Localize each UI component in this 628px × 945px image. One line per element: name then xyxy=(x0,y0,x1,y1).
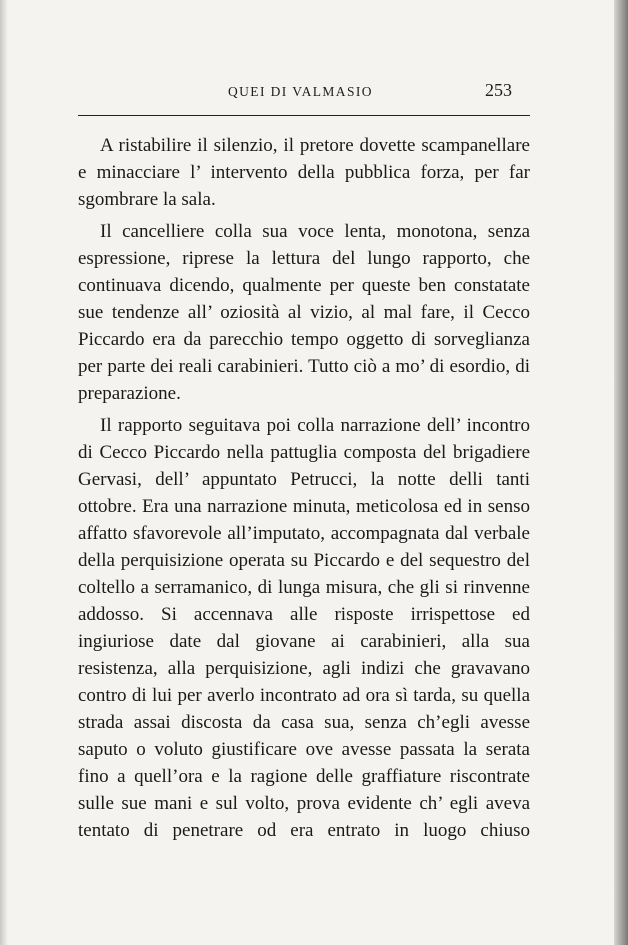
page-left-edge xyxy=(0,0,8,945)
page-right-edge xyxy=(614,0,628,945)
page-header xyxy=(78,80,530,104)
paragraph: A ristabilire il silenzio, il pretore dovette scampanellare e minacciare l’ intervento della pubblica forza, per far sgombrare la sala. xyxy=(78,135,530,210)
running-title: QUEI DI VALMASIO xyxy=(228,84,373,99)
paragraph: Il rapporto seguitava poi colla narrazione dell’ incontro di Cecco Piccardo nella pattuglia composta del brigadiere Gervasi, dell’ appuntato Petrucci, la notte delli tanti ottobre. Era una narrazione minuta, meticolosa ed in senso affatto sfavorevole all’imputato, accompagnata dal verbale della perquisizione operata su Piccardo e del sequestro del coltello a serramanico, di lunga misura, che gli si rinvenne addosso. Si accennava alle risposte irrispettose ed ingiuriose date dal giovane ai carabinieri, alla sua resistenza, alla perquisizione, agli indizi che gravavano contro di lui per averlo incontrato ad ora sì tarda, su quella strada assai discosta da casa sua, senza ch’egli avesse saputo o voluto giustificare ove avesse passata la serata fino a quell’ora e la ragione delle graffiature riscontrate sulle sue mani e sul volto, prova evidente ch’ egli aveva tentato di penetrare od era entrato in luogo chiuso xyxy=(78,415,530,841)
header-rule xyxy=(78,115,530,116)
paragraph: Il cancelliere colla sua voce lenta, monotona, senza espressione, riprese la lettura del lungo rapporto, che continuava dicendo, qualmente per queste ben constatate sue tendenze all’ oziosità al vizio, al mal fare, il Cecco Piccardo era da parecchio tempo oggetto di sorveglianza per parte dei reali carabinieri. Tutto ciò a mo’ di esordio, di preparazione. xyxy=(78,221,530,404)
body-text xyxy=(78,132,530,844)
page-number: 253 xyxy=(485,80,512,100)
